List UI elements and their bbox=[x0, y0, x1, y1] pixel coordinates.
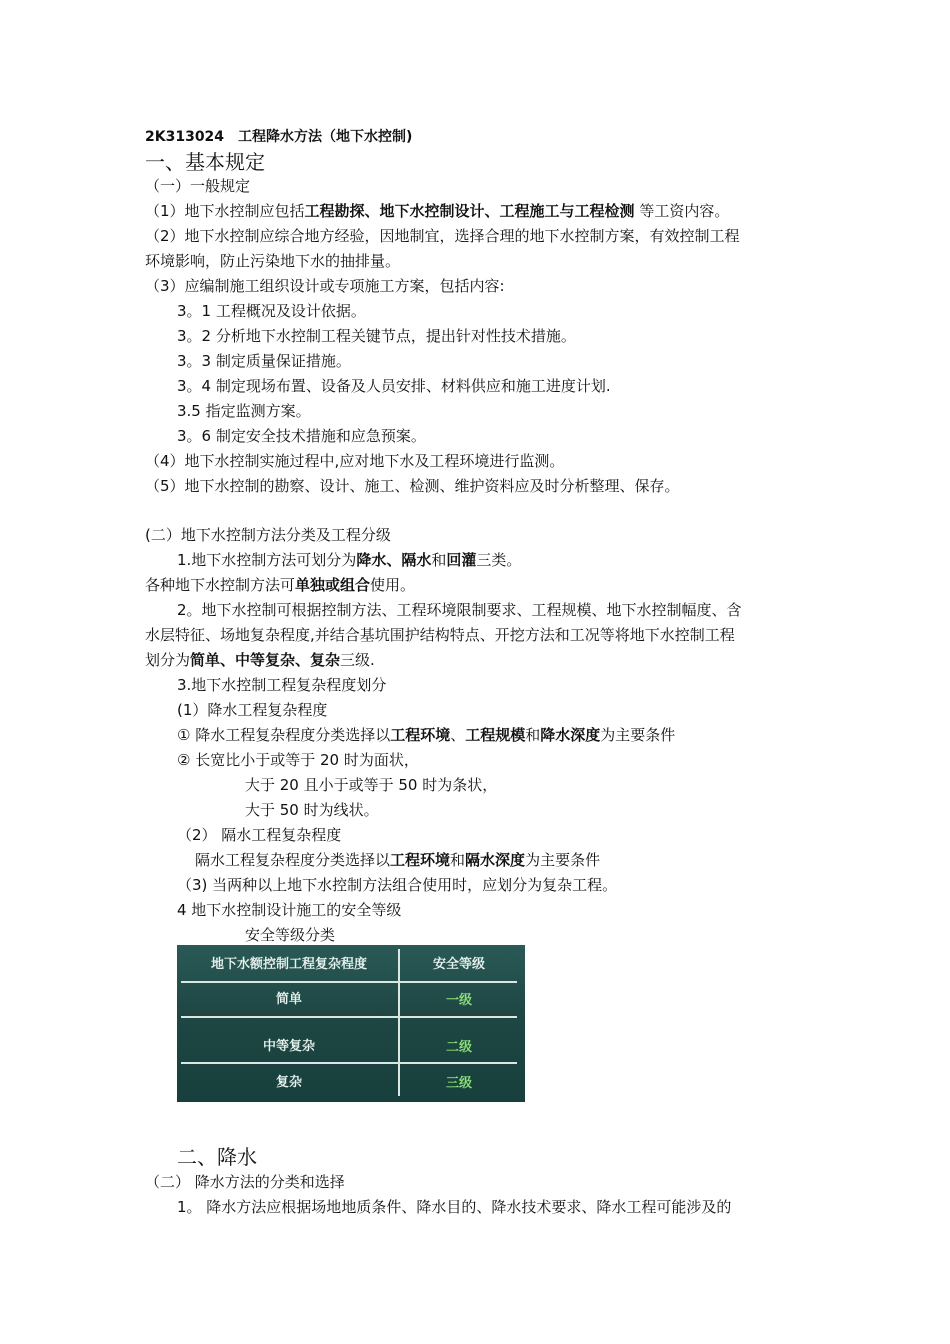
paragraph: (1）降水工程复杂程度 bbox=[177, 701, 328, 719]
paragraph: 1。 降水方法应根据场地地质条件、降水目的、降水技术要求、降水工程可能涉及的 bbox=[177, 1198, 732, 1216]
text: 三级. bbox=[340, 651, 375, 669]
bold-text: 单独或组合 bbox=[295, 576, 371, 594]
bold-text: 工程勘探、地下水控制设计、工程施工与工程检测 bbox=[304, 202, 635, 220]
subsection-heading: （一）一般规定 bbox=[145, 177, 251, 195]
text: 为主要条件 bbox=[525, 851, 601, 869]
list-item: 3。3 制定质量保证措施。 bbox=[177, 352, 351, 370]
text: 等工资内容。 bbox=[634, 202, 730, 220]
paragraph: 3.地下水控制工程复杂程度划分 bbox=[177, 676, 387, 694]
table-cell: 简单 bbox=[275, 992, 302, 1007]
bold-text: 隔水深度 bbox=[465, 851, 526, 869]
text: 和 bbox=[450, 851, 466, 869]
bold-text: 工程环境 bbox=[390, 726, 451, 744]
paragraph: ② 长宽比小于或等于 20 时为面状， bbox=[177, 751, 419, 769]
table-cell: 三级 bbox=[445, 1076, 472, 1091]
paragraph: （4）地下水控制实施过程中,应对地下水及工程环境进行监测。 bbox=[145, 452, 565, 470]
paragraph bbox=[145, 201, 729, 221]
paragraph bbox=[177, 725, 675, 745]
bold-text: 工程规模 bbox=[465, 726, 526, 744]
paragraph: 2。地下水控制可根据控制方法、工程环境限制要求、工程规模、地下水控制幅度、含 bbox=[177, 601, 742, 619]
list-item: 3.5 指定监测方案。 bbox=[177, 402, 311, 420]
doc-title: 2K313024 工程降水方法（地下水控制) bbox=[145, 129, 413, 145]
paragraph: 环境影响，防止污染地下水的抽排量。 bbox=[145, 252, 401, 270]
table-cell: 一级 bbox=[445, 993, 472, 1008]
text: 三类。 bbox=[476, 551, 522, 569]
section-heading-2: 二、降水 bbox=[177, 1145, 257, 1169]
text: （1）地下水控制应包括 bbox=[145, 202, 305, 220]
text: 和 bbox=[431, 551, 447, 569]
table-cell: 二级 bbox=[445, 1040, 472, 1055]
text: 和 bbox=[525, 726, 541, 744]
paragraph bbox=[145, 575, 415, 595]
paragraph: 4 地下水控制设计施工的安全等级 bbox=[177, 901, 402, 919]
bold-text: 降水深度 bbox=[540, 726, 601, 744]
list-item: 3。6 制定安全技术措施和应急预案。 bbox=[177, 427, 426, 445]
bold-text: 回灌 bbox=[446, 551, 477, 569]
text: 1.地下水控制方法可划分为 bbox=[177, 551, 357, 569]
subsection-heading: （二） 降水方法的分类和选择 bbox=[145, 1173, 345, 1191]
safety-level-table-image bbox=[177, 945, 525, 1102]
bold-text: 简单、中等复杂、复杂 bbox=[190, 651, 341, 669]
table-cell: 复杂 bbox=[275, 1075, 302, 1090]
section-heading-1: 一、基本规定 bbox=[145, 150, 265, 174]
paragraph: （2） 隔水工程复杂程度 bbox=[177, 826, 342, 844]
paragraph bbox=[145, 650, 375, 670]
text: 各种地下水控制方法可 bbox=[145, 576, 296, 594]
text: 、 bbox=[450, 726, 466, 744]
table-cell: 中等复杂 bbox=[262, 1039, 315, 1054]
text: 隔水工程复杂程度分类选择以 bbox=[195, 851, 391, 869]
subsection-heading: (二）地下水控制方法分类及工程分级 bbox=[145, 526, 391, 544]
paragraph: 大于 50 时为线状。 bbox=[245, 801, 379, 819]
paragraph: 大于 20 且小于或等于 50 时为条状， bbox=[245, 776, 498, 794]
paragraph bbox=[195, 850, 600, 870]
text: ① 降水工程复杂程度分类选择以 bbox=[177, 726, 391, 744]
list-item: 3。4 制定现场布置、设备及人员安排、材料供应和施工进度计划. bbox=[177, 377, 611, 395]
text: 为主要条件 bbox=[600, 726, 676, 744]
paragraph bbox=[177, 550, 521, 570]
list-item: 3。2 分析地下水控制工程关键节点，提出针对性技术措施。 bbox=[177, 327, 576, 345]
table-header-level: 安全等级 bbox=[432, 957, 485, 972]
paragraph: 水层特征、场地复杂程度,并结合基坑围护结构特点、开挖方法和工况等将地下水控制工程 bbox=[145, 626, 735, 644]
bold-text: 工程环境 bbox=[390, 851, 451, 869]
paragraph: （2）地下水控制应综合地方经验，因地制宜，选择合理的地下水控制方案，有效控制工程 bbox=[145, 227, 740, 245]
table-caption: 安全等级分类 bbox=[245, 926, 336, 944]
paragraph: （3) 当两种以上地下水控制方法组合使用时，应划分为复杂工程。 bbox=[177, 876, 618, 894]
paragraph: （5）地下水控制的勘察、设计、施工、检测、维护资料应及时分析整理、保存。 bbox=[145, 477, 680, 495]
paragraph: （3）应编制施工组织设计或专项施工方案，包括内容: bbox=[145, 277, 505, 295]
list-item: 3。1 工程概况及设计依据。 bbox=[177, 302, 366, 320]
text: 使用。 bbox=[370, 576, 416, 594]
table-header-complexity: 地下水额控制工程复杂程度 bbox=[210, 957, 367, 972]
text: 划分为 bbox=[145, 651, 191, 669]
bold-text: 降水、隔水 bbox=[356, 551, 432, 569]
